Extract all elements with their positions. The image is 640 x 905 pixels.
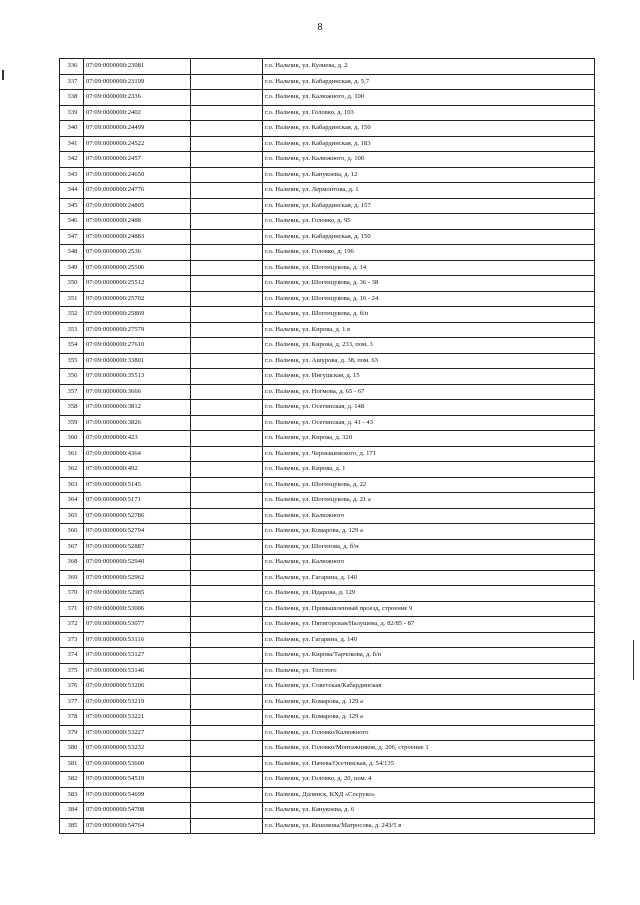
cadastral-number: 07:09:0000000:53077 [84, 617, 191, 633]
cadastral-number: 07:09:0000000:54708 [84, 803, 191, 819]
address: г.о. Нальчик, ул. Канукоева, д. 12 [263, 167, 595, 183]
row-number: 372 [60, 617, 84, 633]
empty-cell [191, 198, 263, 214]
cadastral-number: 07:09:0000000:423 [84, 431, 191, 447]
table-row [60, 679, 595, 695]
address: г.о. Нальчик, ул. Головко, д. 95 [263, 214, 595, 230]
cadastral-number: 07:09:0000000:5145 [84, 477, 191, 493]
empty-cell [191, 741, 263, 757]
address: г.о. Нальчик, ул. Калюжного, д. 100 [263, 152, 595, 168]
table-row [60, 136, 595, 152]
row-number: 363 [60, 477, 84, 493]
empty-cell [191, 431, 263, 447]
row-number: 369 [60, 570, 84, 586]
empty-cell [191, 167, 263, 183]
cadastral-number: 07:09:0000000:54519 [84, 772, 191, 788]
empty-cell [191, 524, 263, 540]
row-number: 378 [60, 710, 84, 726]
row-number: 359 [60, 415, 84, 431]
address: г.о. Нальчик, ул. Толстого [263, 663, 595, 679]
row-number: 349 [60, 260, 84, 276]
empty-cell [191, 291, 263, 307]
row-number: 376 [60, 679, 84, 695]
address: г.о. Нальчик, ул. Калюжного [263, 508, 595, 524]
table-row [60, 384, 595, 400]
cadastral-number: 07:09:0000000:35513 [84, 369, 191, 385]
cadastral-number: 07:09:0000000:25512 [84, 276, 191, 292]
row-number: 385 [60, 818, 84, 834]
cadastral-number: 07:09:0000000:52985 [84, 586, 191, 602]
table-row [60, 663, 595, 679]
page-number: 8 [317, 22, 323, 33]
row-number: 373 [60, 632, 84, 648]
table-row [60, 586, 595, 602]
cadastral-number: 07:09:0000000:52962 [84, 570, 191, 586]
table-row [60, 632, 595, 648]
row-number: 358 [60, 400, 84, 416]
row-number: 367 [60, 539, 84, 555]
address: г.о. Нальчик, ул. Осетинская, д. 148 [263, 400, 595, 416]
address: г.о. Нальчик, ул. Кирова, д. 1 [263, 462, 595, 478]
cadastral-number: 07:09:0000000:54699 [84, 787, 191, 803]
empty-cell [191, 90, 263, 106]
row-number: 379 [60, 725, 84, 741]
address: г.о. Нальчик, ул. Кабардинская, д. 157 [263, 198, 595, 214]
empty-cell [191, 539, 263, 555]
cadastral-number: 07:09:0000000:24883 [84, 229, 191, 245]
table-row [60, 276, 595, 292]
table-row [60, 601, 595, 617]
row-number: 341 [60, 136, 84, 152]
address: г.о. Нальчик, ул. Кешокова/Матросова, д. 243/5 в [263, 818, 595, 834]
cadastral-number: 07:09:0000000:5171 [84, 493, 191, 509]
cadastral-number: 07:09:0000000:33801 [84, 353, 191, 369]
empty-cell [191, 74, 263, 90]
row-number: 375 [60, 663, 84, 679]
row-number: 342 [60, 152, 84, 168]
table-row [60, 415, 595, 431]
table-row [60, 400, 595, 416]
address: г.о. Нальчик, ул. Кабардинская, д. 150 [263, 121, 595, 137]
empty-cell [191, 276, 263, 292]
empty-cell [191, 415, 263, 431]
cadastral-number: 07:09:0000000:52887 [84, 539, 191, 555]
address: г.о. Нальчик, ул. Ашурова, д. 38, пом. 63 [263, 353, 595, 369]
row-number: 356 [60, 369, 84, 385]
address: г.о. Нальчик, ул. Чернышевского, д. 171 [263, 446, 595, 462]
address: г.о. Нальчик, ул. Советская/Кабардинская [263, 679, 595, 695]
empty-cell [191, 369, 263, 385]
address: г.о. Нальчик, ул. Осетинская, д. 41 - 43 [263, 415, 595, 431]
address: г.о. Нальчик, ул. Кирова, д. 233, пом. 3 [263, 338, 595, 354]
row-number: 354 [60, 338, 84, 354]
address: г.о. Нальчик, ул. Пачева/Осетинская, д. 54/135 [263, 756, 595, 772]
address: г.о. Нальчик, ул. Комарова, д. 129 а [263, 694, 595, 710]
cadastral-number: 07:09:0000000:53219 [84, 694, 191, 710]
scan-edge-mark [2, 70, 4, 80]
address: г.о. Нальчик, ул. Кирова, д. 320 [263, 431, 595, 447]
cadastral-number: 07:09:0000000:492 [84, 462, 191, 478]
row-number: 366 [60, 524, 84, 540]
address: г.о. Нальчик, ул. Шогенцукова, д. 14 [263, 260, 595, 276]
address: г.о. Нальчик, ул. Гагарина, д. 140 [263, 570, 595, 586]
table-row [60, 477, 595, 493]
cadastral-number: 07:09:0000000:53600 [84, 756, 191, 772]
address: г.о. Нальчик, ул. Кирова/Тарчокова, д. б/н [263, 648, 595, 664]
table-row [60, 59, 595, 75]
table-row [60, 245, 595, 261]
table-row [60, 121, 595, 137]
table-row [60, 167, 595, 183]
cadastral-number: 07:09:0000000:2488 [84, 214, 191, 230]
address: г.о. Нальчик, ул. Идарова, д. 129 [263, 586, 595, 602]
row-number: 377 [60, 694, 84, 710]
row-number: 360 [60, 431, 84, 447]
row-number: 370 [60, 586, 84, 602]
row-number: 336 [60, 59, 84, 75]
address: г.о. Нальчик, ул. Гагарина, д. 140 [263, 632, 595, 648]
empty-cell [191, 694, 263, 710]
empty-cell [191, 214, 263, 230]
table-row [60, 90, 595, 106]
address: г.о. Нальчик, ул. Ингушская, д. 15 [263, 369, 595, 385]
cadastral-number: 07:09:0000000:2457 [84, 152, 191, 168]
cadastral-number: 07:09:0000000:27610 [84, 338, 191, 354]
table-row [60, 198, 595, 214]
address: г.о. Нальчик, ул. Шогенцукова, д. б/н [263, 307, 595, 323]
table-row [60, 446, 595, 462]
empty-cell [191, 570, 263, 586]
row-number: 380 [60, 741, 84, 757]
address: г.о. Нальчик, ул. Калюжного [263, 555, 595, 571]
table-row [60, 214, 595, 230]
empty-cell [191, 229, 263, 245]
address: г.о. Нальчик, ул. Шогенова, д. б/н [263, 539, 595, 555]
row-number: 364 [60, 493, 84, 509]
cadastral-number: 07:09:0000000:3826 [84, 415, 191, 431]
row-number: 361 [60, 446, 84, 462]
cadastral-table [59, 58, 595, 834]
empty-cell [191, 555, 263, 571]
address: г.о. Нальчик, ул. Пятигорская/Налушева, д. 82/85 - 87 [263, 617, 595, 633]
empty-cell [191, 663, 263, 679]
empty-cell [191, 183, 263, 199]
empty-cell [191, 803, 263, 819]
table-row [60, 338, 595, 354]
cadastral-number: 07:09:0000000:2402 [84, 105, 191, 121]
empty-cell [191, 632, 263, 648]
table-row [60, 322, 595, 338]
empty-cell [191, 710, 263, 726]
row-number: 368 [60, 555, 84, 571]
scan-edge-mark [633, 640, 634, 680]
empty-cell [191, 493, 263, 509]
cadastral-number: 07:09:0000000:53206 [84, 679, 191, 695]
address: г.о. Нальчик, ул. Головко, д. 103 [263, 105, 595, 121]
empty-cell [191, 818, 263, 834]
cadastral-number: 07:09:0000000:24805 [84, 198, 191, 214]
empty-cell [191, 446, 263, 462]
address: г.о. Нальчик, ул. Кулиева, д. 2 [263, 59, 595, 75]
empty-cell [191, 121, 263, 137]
address: г.о. Нальчик, ул. Шогенцукова, д. 22 [263, 477, 595, 493]
cadastral-number: 07:09:0000000:24499 [84, 121, 191, 137]
row-number: 343 [60, 167, 84, 183]
row-number: 348 [60, 245, 84, 261]
row-number: 383 [60, 787, 84, 803]
cadastral-number: 07:09:0000000:52794 [84, 524, 191, 540]
address: г.о. Нальчик, ул. Канукоева, д. 6 [263, 803, 595, 819]
empty-cell [191, 477, 263, 493]
cadastral-number: 07:09:0000000:2336 [84, 90, 191, 106]
table-row [60, 710, 595, 726]
address: г.о. Нальчик, ул. Кирова, д. 1 в [263, 322, 595, 338]
empty-cell [191, 307, 263, 323]
address: г.о. Нальчик, ул. Комарова, д. 129 а [263, 710, 595, 726]
row-number: 346 [60, 214, 84, 230]
table-row [60, 787, 595, 803]
empty-cell [191, 617, 263, 633]
empty-cell [191, 648, 263, 664]
row-number: 351 [60, 291, 84, 307]
address: г.о. Нальчик, ул. Ногмова, д. 65 - 67 [263, 384, 595, 400]
cadastral-number: 07:09:0000000:3812 [84, 400, 191, 416]
row-number: 340 [60, 121, 84, 137]
address: г.о. Нальчик, ул. Головко/Калюжного [263, 725, 595, 741]
row-number: 362 [60, 462, 84, 478]
row-number: 338 [60, 90, 84, 106]
table-row [60, 462, 595, 478]
cadastral-number: 07:09:0000000:23199 [84, 74, 191, 90]
row-number: 357 [60, 384, 84, 400]
table-row [60, 260, 595, 276]
cadastral-number: 07:09:0000000:53227 [84, 725, 191, 741]
table-row [60, 229, 595, 245]
empty-cell [191, 756, 263, 772]
cadastral-number: 07:09:0000000:23081 [84, 59, 191, 75]
address: г.о. Нальчик, ул. Кабардинская, д. 5,7 [263, 74, 595, 90]
table-row [60, 183, 595, 199]
address: г.о. Нальчик, ул. Промышленный проезд, строение 9 [263, 601, 595, 617]
cadastral-number: 07:09:0000000:54764 [84, 818, 191, 834]
cadastral-number: 07:09:0000000:53146 [84, 663, 191, 679]
table-row [60, 756, 595, 772]
address: г.о. Нальчик, ул. Комарова, д. 129 а [263, 524, 595, 540]
cadastral-table-body [60, 59, 595, 834]
empty-cell [191, 400, 263, 416]
cadastral-number: 07:09:0000000:25869 [84, 307, 191, 323]
row-number: 345 [60, 198, 84, 214]
address: г.о. Нальчик, ул. Кабардинская, д. 183 [263, 136, 595, 152]
cadastral-number: 07:09:0000000:24650 [84, 167, 191, 183]
table-row [60, 818, 595, 834]
cadastral-number: 07:09:0000000:25506 [84, 260, 191, 276]
address: г.о. Нальчик, ул. Шогенцукова, д. 21 а [263, 493, 595, 509]
empty-cell [191, 772, 263, 788]
empty-cell [191, 59, 263, 75]
row-number: 355 [60, 353, 84, 369]
table-row [60, 539, 595, 555]
row-number: 353 [60, 322, 84, 338]
empty-cell [191, 322, 263, 338]
table-row [60, 772, 595, 788]
cadastral-number: 07:09:0000000:4364 [84, 446, 191, 462]
empty-cell [191, 152, 263, 168]
cadastral-number: 07:09:0000000:2536 [84, 245, 191, 261]
cadastral-number: 07:09:0000000:53127 [84, 648, 191, 664]
table-row [60, 152, 595, 168]
row-number: 371 [60, 601, 84, 617]
table-row [60, 508, 595, 524]
row-number: 384 [60, 803, 84, 819]
cadastral-number: 07:09:0000000:25702 [84, 291, 191, 307]
row-number: 382 [60, 772, 84, 788]
cadastral-number: 07:09:0000000:24776 [84, 183, 191, 199]
address: г.о. Нальчик, Долинск, КХД «Сосруко» [263, 787, 595, 803]
row-number: 347 [60, 229, 84, 245]
table-row [60, 570, 595, 586]
empty-cell [191, 338, 263, 354]
table-row [60, 431, 595, 447]
table-row [60, 648, 595, 664]
table-row [60, 725, 595, 741]
address: г.о. Нальчик, ул. Калюжного, д. 100 [263, 90, 595, 106]
cadastral-number: 07:09:0000000:52940 [84, 555, 191, 571]
address: г.о. Нальчик, ул. Головко/Монтажников, д. 206, строение 1 [263, 741, 595, 757]
empty-cell [191, 462, 263, 478]
empty-cell [191, 725, 263, 741]
row-number: 365 [60, 508, 84, 524]
table-row [60, 803, 595, 819]
empty-cell [191, 353, 263, 369]
empty-cell [191, 136, 263, 152]
row-number: 381 [60, 756, 84, 772]
empty-cell [191, 508, 263, 524]
empty-cell [191, 601, 263, 617]
cadastral-number: 07:09:0000000:53221 [84, 710, 191, 726]
address: г.о. Нальчик, ул. Шогенцукова, д. 16 - 24 [263, 291, 595, 307]
cadastral-number: 07:09:0000000:53006 [84, 601, 191, 617]
row-number: 339 [60, 105, 84, 121]
table-row [60, 617, 595, 633]
address: г.о. Нальчик, ул. Головко, д. 20, пом. 4 [263, 772, 595, 788]
empty-cell [191, 679, 263, 695]
empty-cell [191, 260, 263, 276]
cadastral-number: 07:09:0000000:53232 [84, 741, 191, 757]
table-row [60, 369, 595, 385]
row-number: 337 [60, 74, 84, 90]
address: г.о. Нальчик, ул. Кабардинская, д. 150 [263, 229, 595, 245]
table-row [60, 741, 595, 757]
row-number: 350 [60, 276, 84, 292]
address: г.о. Нальчик, ул. Головко, д. 196 [263, 245, 595, 261]
row-number: 352 [60, 307, 84, 323]
table-row [60, 555, 595, 571]
cadastral-number: 07:09:0000000:24522 [84, 136, 191, 152]
table-row [60, 74, 595, 90]
table-row [60, 307, 595, 323]
row-number: 374 [60, 648, 84, 664]
empty-cell [191, 586, 263, 602]
empty-cell [191, 384, 263, 400]
empty-cell [191, 105, 263, 121]
address: г.о. Нальчик, ул. Лермонтова, д. 1 [263, 183, 595, 199]
cadastral-number: 07:09:0000000:52786 [84, 508, 191, 524]
table-row [60, 493, 595, 509]
empty-cell [191, 787, 263, 803]
cadastral-number: 07:09:0000000:27579 [84, 322, 191, 338]
table-row [60, 291, 595, 307]
cadastral-number: 07:09:0000000:3666 [84, 384, 191, 400]
cadastral-number: 07:09:0000000:53116 [84, 632, 191, 648]
table-row [60, 524, 595, 540]
row-number: 344 [60, 183, 84, 199]
address: г.о. Нальчик, ул. Шогенцукова, д. 36 - 38 [263, 276, 595, 292]
table-row [60, 353, 595, 369]
empty-cell [191, 245, 263, 261]
table-row [60, 105, 595, 121]
table-row [60, 694, 595, 710]
